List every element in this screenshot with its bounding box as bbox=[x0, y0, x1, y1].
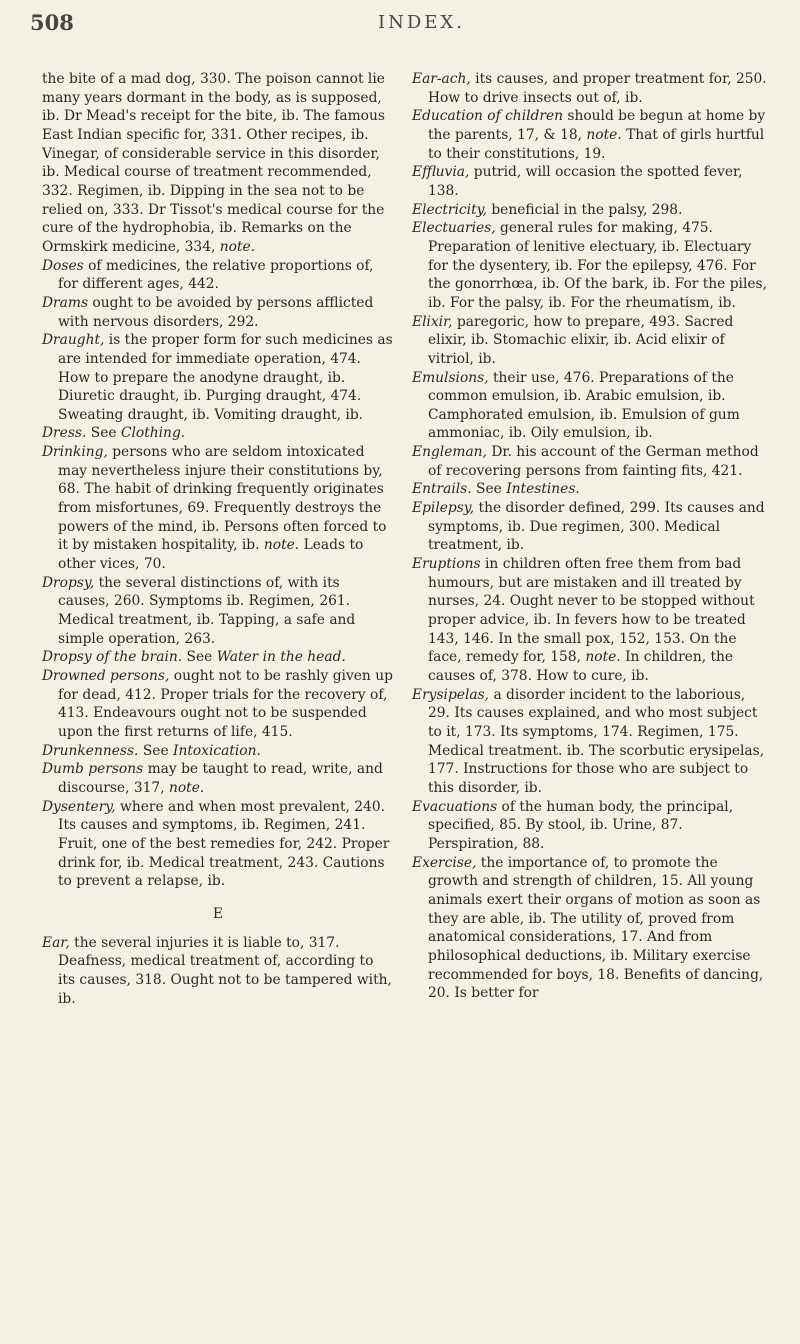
entry-text: where and when most prevalent, 240. Its causes and symptoms, ib. Regimen, 241. Fruit, one of the best remedies for, 242. Proper drink for, ib. Medical treatment, 243. Cautions to prevent a relapse, ib. bbox=[58, 798, 390, 890]
entry-headword: Doses bbox=[42, 257, 84, 274]
entry-text: a disorder incident to the laborious, 29. Its causes explained, and who most subject to it, 173. Its symptoms, 174. Regimen, 175. Medical treatment. ib. The scorbutic erysipelas, 177. Instructions for those who are subject to this disorder, ib. bbox=[428, 686, 765, 796]
index-entry bbox=[412, 70, 770, 107]
entry-italic-text: note. bbox=[586, 126, 622, 143]
entry-headword: Dropsy of the brain. bbox=[42, 649, 183, 666]
entry-text: beneficial in the palsy, 298. bbox=[486, 201, 683, 218]
entry-headword: Elixir, bbox=[412, 313, 453, 330]
entry-headword: Engleman, bbox=[412, 444, 487, 461]
index-entry bbox=[412, 313, 770, 369]
index-entry bbox=[42, 648, 394, 667]
entry-text: the disorder defined, 299. Its causes and symptoms, ib. Due regimen, 300. Medical treatment, ib. bbox=[428, 500, 765, 554]
section-letter: E bbox=[212, 905, 224, 922]
entry-italic-text: note. bbox=[219, 238, 256, 255]
entry-text: See bbox=[471, 481, 507, 498]
entry-headword: Electricity, bbox=[412, 201, 487, 218]
index-entry bbox=[42, 331, 394, 424]
entry-headword: Dysentery, bbox=[42, 798, 116, 815]
entry-headword: Emulsions, bbox=[412, 369, 489, 386]
entry-headword: Dropsy, bbox=[42, 574, 95, 591]
index-entry bbox=[412, 443, 770, 480]
entry-italic-text: Clothing. bbox=[120, 425, 186, 442]
entry-text: the several injuries it is liable to, 317. Deafness, medical treatment of, according to its causes, 318. Ought not to be tampered with, ib. bbox=[58, 934, 392, 1007]
index-entry bbox=[42, 574, 394, 649]
entry-text: Leads to other vices, 70. bbox=[58, 537, 364, 573]
index-entry bbox=[412, 369, 770, 444]
entry-headword: Education of children bbox=[412, 108, 563, 125]
entry-headword: Electuaries, bbox=[412, 220, 496, 237]
entry-headword: Drinking, bbox=[42, 444, 108, 461]
entry-italic-text: Water in the head. bbox=[216, 649, 346, 666]
entry-text: of medicines, the relative proportions of, for different ages, 442. bbox=[58, 257, 374, 293]
entry-headword: Drowned persons, bbox=[42, 668, 170, 684]
entry-text: In children, the causes of, 378. How to cure, ib. bbox=[428, 649, 734, 684]
index-entry bbox=[412, 163, 770, 200]
entry-text: See bbox=[138, 742, 173, 759]
entry-headword: Drunkenness. bbox=[42, 742, 139, 759]
index-entry bbox=[42, 443, 394, 574]
entry-text: See bbox=[182, 649, 217, 666]
index-entry bbox=[42, 667, 394, 742]
index-entry bbox=[412, 107, 770, 163]
index-entry bbox=[412, 201, 770, 220]
index-entry bbox=[412, 854, 770, 1003]
entry-italic-text: note. bbox=[263, 537, 300, 554]
running-head: INDEX. bbox=[378, 12, 465, 33]
entry-headword: Drams bbox=[42, 294, 89, 311]
entry-text: their use, 476. Preparations of the common emulsion, ib. Arabic emulsion, ib. Camphorated emulsion, ib. Emulsion of gum ammoniac, ib. Oily emulsion, ib. bbox=[428, 369, 740, 442]
index-entry bbox=[412, 686, 770, 798]
page-header bbox=[0, 10, 800, 40]
entry-headword: Evacuations bbox=[412, 798, 498, 815]
entry-headword: Dress. bbox=[42, 425, 87, 442]
entry-headword: Draught, bbox=[42, 332, 105, 349]
right-column bbox=[412, 70, 770, 1003]
page-number: 508 bbox=[30, 10, 74, 35]
entry-text: paregoric, how to prepare, 493. Sacred elixir, ib. Stomachic elixir, ib. Acid elixir of vitriol, ib. bbox=[428, 313, 734, 367]
entry-text: may be taught to read, write, and discourse, 317, bbox=[58, 761, 383, 796]
left-column bbox=[42, 70, 394, 1008]
index-entry bbox=[42, 760, 394, 797]
entry-headword: Ear-ach, bbox=[412, 71, 471, 87]
index-entry bbox=[412, 499, 770, 555]
entry-headword: Entrails. bbox=[412, 481, 472, 498]
entry-text: in children often free them from bad humours, but are mistaken and ill treated by nurses, 24. Ought never to be stopped without proper advice, ib. In fevers how to be treated 143, 146. In the small pox, 152, 153. On the face, remedy for, 158, bbox=[428, 556, 755, 666]
entry-headword: Ear, bbox=[42, 934, 70, 951]
entry-text: of the human body, the principal, specified, 85. By stool, ib. Urine, 87. Perspiration, 88. bbox=[428, 798, 734, 852]
entry-italic-text: note. bbox=[585, 649, 621, 666]
entry-text: general rules for making, 475. Preparation of lenitive electuary, ib. Electuary for the dysentery, ib. For the epilepsy, 476. For the gonorrhœa, ib. Of the bark, ib. For the piles, ib. For the palsy, ib. For the rheumatism, ib. bbox=[428, 220, 768, 311]
index-entry bbox=[412, 219, 770, 312]
index-entry bbox=[412, 798, 770, 854]
entry-text: the several distinctions of, with its causes, 260. Symptoms ib. Regimen, 261. Medical treatment, ib. Tapping, a safe and simple operation, 263. bbox=[58, 574, 356, 647]
entry-headword: Dumb persons bbox=[42, 761, 144, 778]
entry-headword: Exercise, bbox=[412, 854, 477, 871]
index-entry bbox=[42, 294, 394, 331]
entry-italic-text: Intestines. bbox=[506, 481, 580, 498]
entry-text: That of girls hurtful to their constitutions, 19. bbox=[428, 126, 765, 162]
index-entry bbox=[42, 934, 394, 1009]
index-entry bbox=[412, 480, 770, 499]
entry-text: ought to be avoided by persons afflicted with nervous disorders, 292. bbox=[58, 294, 374, 330]
entry-headword: Effluvia, bbox=[412, 164, 470, 181]
entry-text: the bite of a mad dog, 330. The poison cannot lie many years dormant in the body, as is supposed, ib. Dr Mead's receipt for the bite, ib. The famous East Indian specific for, 331. Other recipes, ib. Vinegar, of considerable service in this disorder, ib. Medical course of treatment recommended, 332. Regimen, ib. Dipping in the sea not to be relied on, 333. Dr Tissot's medical course for the cure of the hydrophobia, ib. Remarks on the Ormskirk medicine, 334, bbox=[42, 71, 385, 255]
entry-text: Dr. his account of the German method of recovering persons from fainting fits, 421. bbox=[428, 444, 759, 479]
entry-text: its causes, and proper treatment for, 250. How to drive insects out of, ib. bbox=[428, 71, 767, 106]
entry-headword: Epilepsy, bbox=[412, 500, 475, 517]
index-entry-continued bbox=[42, 70, 394, 257]
entry-text: putrid, will occasion the spotted fever, 138. bbox=[428, 164, 743, 199]
entry-text: persons who are seldom intoxicated may nevertheless injure their constitutions by, 68. The habit of drinking frequently originates from misfortunes, 69. Frequently destroys the powers of the mind, ib. Persons often forced to it by mistaken hospitality, ib. bbox=[58, 444, 387, 554]
entry-headword: Eruptions bbox=[412, 556, 481, 573]
entry-text: should be begun at home by the parents, 17, & 18, bbox=[428, 108, 766, 143]
index-entry bbox=[42, 257, 394, 294]
entry-text: the importance of, to promote the growth and strength of children, 15. All young animals exert their organs of motion as soon as they are able, ib. The utility of, proved from anatomical considerations, 17. And from philosophical deductions, ib. Military exercise recommended for boys, 18. Benefits of dancing, 20. Is better for bbox=[428, 854, 764, 1002]
entry-text: ought not to be rashly given up for dead, 412. Proper trials for the recovery of, 413. Endeavours ought not to be suspended upon the first returns of life, 415. bbox=[58, 668, 393, 740]
index-entry bbox=[42, 424, 394, 443]
index-entry bbox=[412, 555, 770, 686]
entry-text: See bbox=[86, 425, 121, 442]
index-entry bbox=[42, 742, 394, 761]
entry-text: is the proper form for such medicines as are intended for immediate operation, 474. How to prepare the anodyne draught, ib. Diuretic draught, ib. Purging draught, 474. Sweating draught, ib. Vomiting draught, ib. bbox=[58, 332, 393, 423]
index-entry bbox=[42, 798, 394, 891]
entry-italic-text: note. bbox=[168, 779, 205, 796]
entry-italic-text: Intoxication. bbox=[173, 742, 261, 759]
entry-headword: Erysipelas, bbox=[412, 686, 490, 703]
